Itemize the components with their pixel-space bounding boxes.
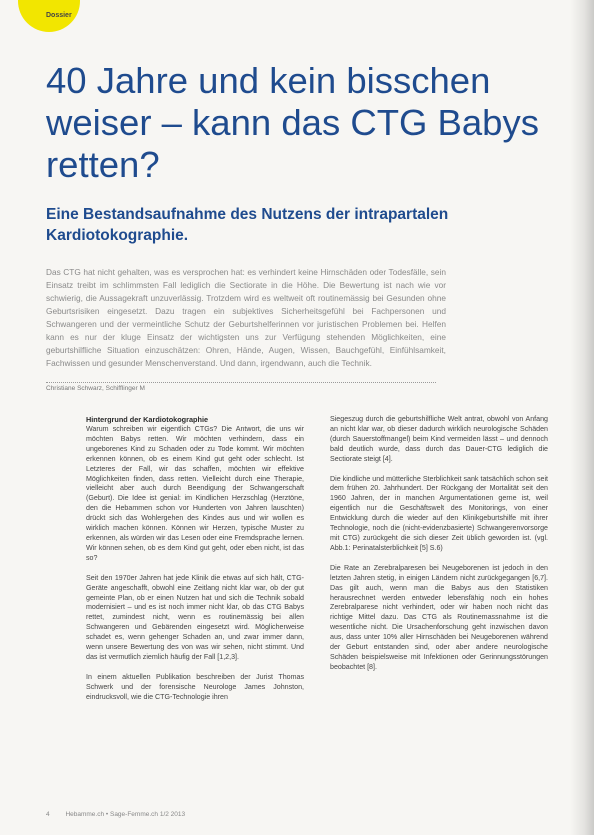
left-column <box>86 415 304 703</box>
lead-divider <box>46 382 436 383</box>
author-line: Christiane Schwarz, Schifflinger M <box>46 385 145 392</box>
body-paragraph: Warum schreiben wir eigentlich CTGs? Die Antwort, die uns wir möchten Babys retten. Wir möchten verhindern, dass ein ungeborenes Kind zu Schaden oder zu Tode kommt. Wir möchten erkennen können, ob es einem Kind gut geht oder schlecht. Ist Letzteres der Fall, wir das schaffen, möchten wir effektive Möglichkeiten finden, dass retten. Vielleicht durch eine Therapie, vielleicht aber auch durch Beendigung der Schwangerschaft (Geburt). Die Idee ist genial: im Kindlichen Herzschlag (Herztöne, den die Hebammen schon vor Hunderten von Jahren lauschten) drückt sich das Wohlergehen des Kindes aus und wir wollen es wirklich machen können. Können wir Herzen, typische Muster zu erkennen, als würden wir das Lesen oder eine Fremdsprache lernen. Wir können sehen, ob es dem Kind gut geht, oder eben nicht, ist das so? <box>86 425 304 562</box>
right-column <box>330 415 548 673</box>
body-paragraph: Siegeszug durch die geburtshilfliche Welt antrat, obwohl von Anfang an nicht klar war, ob dieser dadurch wirklich neurologische Schäden (durch Sauerstoffmangel) beim Kind vermeiden lässt – und dennoch bald deutlich wurde, dass durch das Dauer-CTG lediglich die Sectiorate steigt [4]. <box>330 415 548 463</box>
article-subtitle: Eine Bestandsaufnahme des Nutzens der intrapartalen Kardiotokographie. <box>46 206 449 244</box>
article-lead: Das CTG hat nicht gehalten, was es versprochen hat: es verhindert keine Hirnschäden oder Todesfälle, sein Einsatz treibt im schlimmsten Fall lediglich die Sectiorate in die Höhe. Die Bewertung ist nach wie vor schwierig, die Aussagekraft unzuverlässig. Trotzdem wird es weltweit oft routinemässig bei Gesunden ohne Geburtsrisiken eingesetzt. Dazu tragen ein subjektives Sicherheitsgefühl bei Fachpersonen und Schwangeren und der vermeintliche Schutz der Geburtshelferinnen vor juristischen Problemen bei. Helfen kann es nur der kluge Einsatz der wichtigsten uns zur Verfügung stehenden Möglichkeiten, eine geburtshilfliche Situation einzuschätzen: Ohren, Hände, Augen, Wissen, Bauchgefühl, Einfühlsamkeit, Fachwissen und gesunder Menschenverstand. Und dann, irgendwann, auch die Technik. <box>46 267 446 368</box>
body-paragraph: In einem aktuellen Publikation beschreiben der Jurist Thomas Schwerk und der forensische Neurologe James Johnston, eindrucksvoll, wie die CTG-Technologie ihren <box>86 672 304 701</box>
page-footer <box>46 811 185 818</box>
journal-reference: Hebamme.ch • Sage-Femme.ch 1/2 2013 <box>65 811 186 818</box>
page-edge-shadow <box>570 0 594 835</box>
article-headline: 40 Jahre und kein bisschen weiser – kann das CTG Babys retten? <box>46 60 539 185</box>
section-label: Dossier <box>46 12 72 19</box>
body-paragraph: Seit den 1970er Jahren hat jede Klinik die etwas auf sich hält, CTG-Geräte angeschafft, obwohl eine Zeitlang nicht klar war, ob der gut gemeinte Plan, ob er einen Nutzen hat und sich die Technik sobald modernisiert – und es ist noch immer nicht klar, ob das CTG Babys rettet, zumindest nicht, wenn es routinemässig bei allen Schwangeren und Gebärenden eingesetzt wird. Möglicherweise schadet es, wenn gehenger Schaden an, und zwar immer dann, wenn unsere Bewertung des von was wir sehen, nicht stimmt. Und das ist vermutlich ziemlich häufig der Fall [1,2,3]. <box>86 573 304 661</box>
section-heading: Hintergrund der Kardiotokographie <box>86 415 209 424</box>
body-paragraph: Die kindliche und mütterliche Sterblichkeit sank tatsächlich schon seit dem frühen 20. Jahrhundert. Der Rückgang der Mortalität seit den 1960 Jahren, der in manchen Argumentationen gerne ist, weil eigentlich nur die Geschäftswelt des Monitorings, von einer Entwicklung durch die wieder auf den Klinikgeburtshilfe mit ihrer Technologie, noch die (nicht-evidenzbasierte) Schwangerenvorsorge mit CTG) zurückgeht die sich dieser Zeit üblich geworden ist. (vgl. Abb.1: Perinatalsterblichkeit [5] S.6) <box>330 474 548 552</box>
page-number: 4 <box>46 811 50 818</box>
body-paragraph: Die Rate an Zerebralparesen bei Neugeborenen ist jedoch in den letzten Jahren stetig, in einigen Ländern nicht zurückgegangen [6,7]. Das gilt auch, wenn man die Babys aus den Statistiken herausrechnet werden entweder lebensfähig noch ein hohes Zerebralparese nicht verhindert, oder wir haben noch nicht das richtige Mittel dazu. Das CTG als Routinemassnahme ist die wesentliche nicht. Die Ursachenforschung geht inzwischen davon aus, dass unter 10% aller Hirnschäden bei Neugeborenen während der Geburt entstanden sind, oder aber andere neurologische Schäden beispielsweise mit Infektionen oder Gerinnungsstörungen beobachtet [8]. <box>330 563 548 671</box>
